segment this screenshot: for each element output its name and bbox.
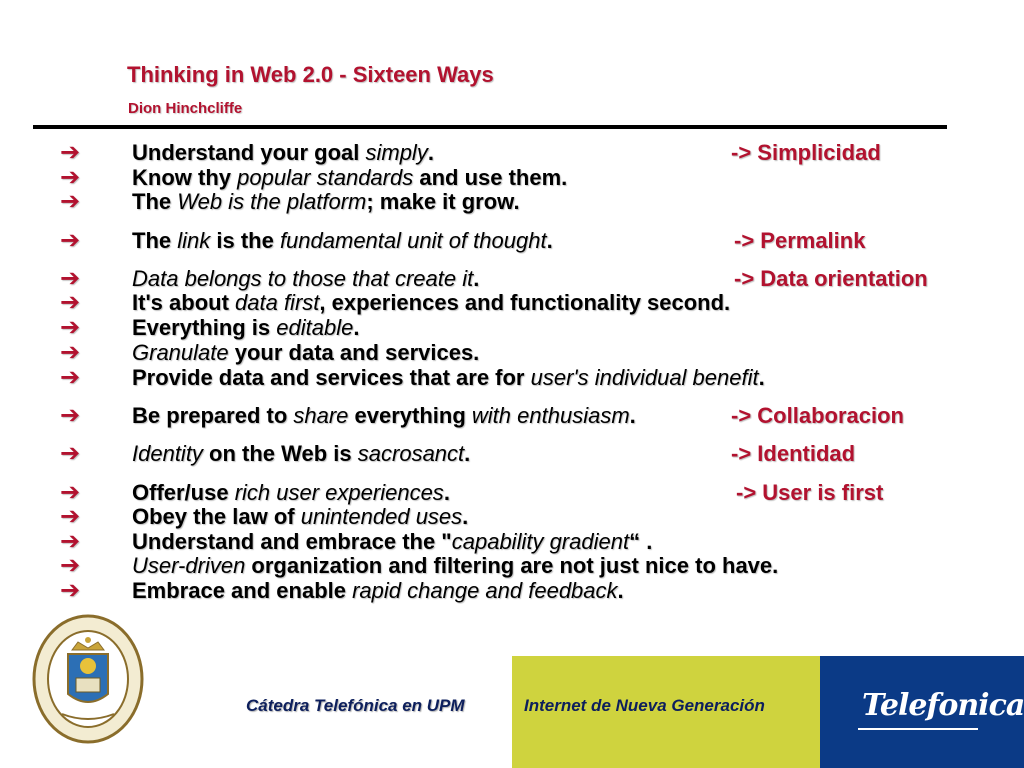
telefonica-logo: Telefonica	[862, 688, 1024, 723]
spanish-tag: -> Simplicidad	[731, 140, 881, 165]
bullet-text-part: Obey the law of	[132, 504, 301, 529]
bullet-text-part: capability gradient	[451, 529, 630, 554]
bullet-text-part: User-driven	[132, 553, 246, 578]
bullet-text-part: unintended uses	[300, 504, 463, 529]
arrow-right-icon: ➔	[60, 188, 81, 215]
bullet-item	[0, 340, 1024, 366]
arrow-right-icon: ➔	[60, 552, 81, 579]
arrow-right-icon: ➔	[60, 265, 81, 292]
bullet-text-part: popular standards	[237, 165, 414, 190]
bullet-text-part: It's about	[132, 290, 236, 315]
bullet-text-part: .	[629, 403, 636, 428]
arrow-right-icon: ➔	[60, 402, 81, 429]
bullet-text	[132, 553, 778, 579]
bullet-text-part: rapid change and feedback	[352, 578, 618, 603]
bullet-item	[0, 553, 1024, 579]
bullet-text-part: organization and filtering are not just nice to have.	[245, 553, 779, 578]
bullet-item	[0, 504, 1024, 530]
bullet-item	[0, 140, 1024, 166]
arrow-right-icon: ➔	[60, 339, 81, 366]
bullet-text-part: “ .	[629, 529, 653, 554]
bullet-text	[132, 165, 567, 191]
bullet-text-part: everything	[348, 403, 472, 428]
logo-underline	[858, 728, 978, 730]
bullet-item	[0, 529, 1024, 555]
bullet-text-part: on the Web is	[202, 441, 358, 466]
bullet-text-part: sacrosanct	[357, 441, 465, 466]
bullet-text-part: link	[177, 228, 211, 253]
page-title: Thinking in Web 2.0 - Sixteen Ways	[127, 62, 494, 87]
header-rule	[33, 125, 947, 129]
bullet-item	[0, 266, 1024, 292]
page-author: Dion Hinchcliffe	[128, 100, 243, 117]
bullet-item	[0, 228, 1024, 254]
spanish-tag: -> Collaboracion	[731, 403, 904, 428]
bullet-item	[0, 189, 1024, 215]
bullet-text	[132, 266, 479, 292]
arrow-right-icon: ➔	[60, 314, 81, 341]
spanish-tag: -> User is first	[736, 480, 884, 505]
bullet-text-part: Provide data and services that are for	[132, 365, 531, 390]
internet-label: Internet de Nueva Generación	[524, 696, 765, 715]
bullet-text-part: fundamental unit of thought	[279, 228, 547, 253]
bullet-item	[0, 290, 1024, 316]
arrow-right-icon: ➔	[60, 503, 81, 530]
bullet-text	[132, 578, 624, 604]
bullet-text-part: share	[293, 403, 349, 428]
bullet-text	[132, 365, 765, 391]
bullet-text-part: The	[132, 228, 178, 253]
bullet-text-part: .	[617, 578, 624, 603]
bullet-text-part: and use them.	[413, 165, 568, 190]
bullet-text-part: Web is the platform	[177, 189, 367, 214]
bullet-text-part: .	[758, 365, 765, 390]
bullet-text	[132, 480, 450, 506]
arrow-right-icon: ➔	[60, 577, 81, 604]
bullet-text	[132, 441, 470, 467]
bullet-item	[0, 403, 1024, 429]
bullet-item	[0, 441, 1024, 467]
bullet-text-part: The	[132, 189, 178, 214]
bullet-text-part: Everything is	[132, 315, 277, 340]
bullet-text-part: user's individual benefit	[530, 365, 759, 390]
bullet-text	[132, 228, 553, 254]
bullet-text-part: your data and services.	[228, 340, 480, 365]
bullet-text-part: .	[427, 140, 434, 165]
upm-seal-logo	[32, 614, 144, 744]
bullet-text-part: Granulate	[132, 340, 229, 365]
arrow-right-icon: ➔	[60, 139, 81, 166]
bullet-text-part: ; make it grow.	[366, 189, 520, 214]
bullet-item	[0, 315, 1024, 341]
arrow-right-icon: ➔	[60, 164, 81, 191]
bullet-text-part: .	[464, 441, 471, 466]
bullet-text-part: Offer/use	[132, 480, 235, 505]
bullet-text-part: .	[443, 480, 450, 505]
bullet-text-part: .	[462, 504, 469, 529]
arrow-right-icon: ➔	[60, 479, 81, 506]
catedra-label: Cátedra Telefónica en UPM	[246, 696, 465, 715]
bullet-text	[132, 529, 652, 555]
bullet-text-part: Embrace and enable	[132, 578, 353, 603]
bullet-text-part: rich user experiences	[234, 480, 444, 505]
bullet-text-part: with enthusiasm	[471, 403, 630, 428]
spanish-tag: -> Permalink	[734, 228, 866, 253]
bullet-text	[132, 140, 434, 166]
bullet-text-part: Understand and embrace the "	[132, 529, 452, 554]
bullet-text-part: Know thy	[132, 165, 238, 190]
spanish-tag: -> Data orientation	[734, 266, 928, 291]
bullet-text	[132, 290, 730, 316]
bullet-text-part: is the	[210, 228, 280, 253]
bullet-text	[132, 504, 468, 530]
bullet-text-part: Understand your goal	[132, 140, 366, 165]
bullet-text	[132, 189, 520, 215]
bullet-text-part: Identity	[132, 441, 203, 466]
bullet-text-part: Be prepared to	[132, 403, 294, 428]
bullet-text-part: .	[353, 315, 360, 340]
arrow-right-icon: ➔	[60, 227, 81, 254]
bullet-text-part: editable	[276, 315, 354, 340]
arrow-right-icon: ➔	[60, 289, 81, 316]
bullet-text-part: data first	[235, 290, 320, 315]
arrow-right-icon: ➔	[60, 440, 81, 467]
bullet-item	[0, 165, 1024, 191]
bullet-text-part: .	[546, 228, 553, 253]
bullet-text-part: , experiences and functionality second.	[319, 290, 731, 315]
bullet-item	[0, 365, 1024, 391]
bullet-text-part: .	[473, 266, 480, 291]
bullet-text-part: Data belongs to those that create it	[132, 266, 474, 291]
arrow-right-icon: ➔	[60, 528, 81, 555]
spanish-tag: -> Identidad	[731, 441, 856, 466]
bullet-item	[0, 480, 1024, 506]
bullet-item	[0, 578, 1024, 604]
bullet-text	[132, 340, 479, 366]
arrow-right-icon: ➔	[60, 364, 81, 391]
bullet-text	[132, 403, 636, 429]
bullet-text	[132, 315, 359, 341]
bullet-text-part: simply	[365, 140, 428, 165]
